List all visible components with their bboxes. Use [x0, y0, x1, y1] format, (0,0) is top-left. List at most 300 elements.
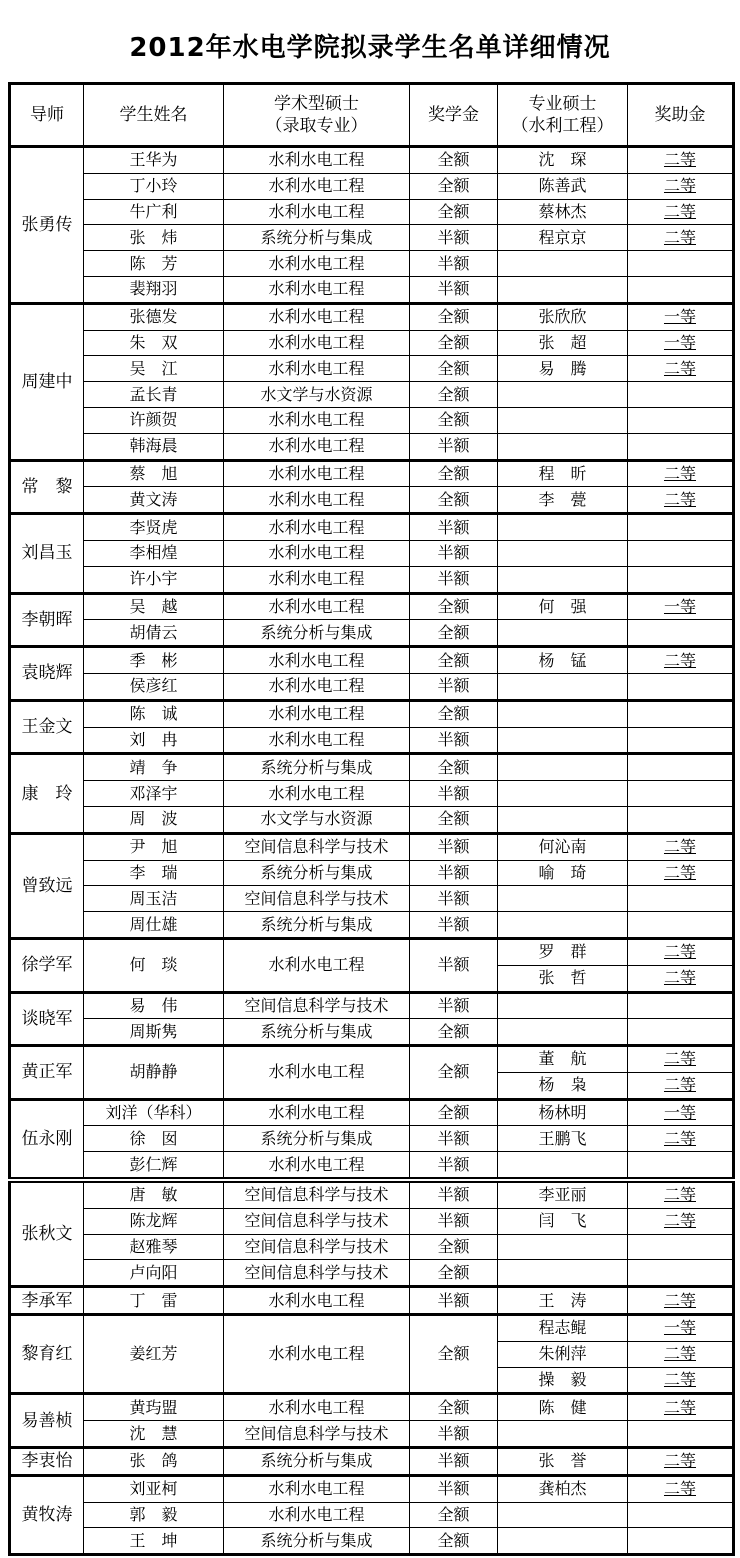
- scholarship-cell: 半额: [410, 540, 498, 566]
- student-name-cell: 张 炜: [84, 225, 224, 251]
- professional-student-cell: 李 甍: [498, 487, 628, 514]
- academic-major-cell: 水利水电工程: [224, 700, 410, 727]
- table-row: [10, 1019, 734, 1046]
- professional-student-cell: [498, 407, 628, 433]
- table-row: [10, 620, 734, 647]
- student-name-cell: 裴翔羽: [84, 276, 224, 303]
- scholarship-cell: 全额: [410, 303, 498, 330]
- grant-cell: 二等: [628, 225, 734, 251]
- scholarship-cell: 全额: [410, 173, 498, 199]
- professional-student-cell: 王 涛: [498, 1287, 628, 1315]
- table-row: [10, 1046, 734, 1073]
- advisor-cell: 易善桢: [10, 1394, 84, 1448]
- student-name-cell: 孟长青: [84, 382, 224, 408]
- scholarship-cell: 全额: [410, 1099, 498, 1126]
- advisor-cell: 康 玲: [10, 754, 84, 833]
- professional-student-cell: 朱俐萍: [498, 1341, 628, 1367]
- grant-cell: 二等: [628, 1046, 734, 1073]
- table-row: [10, 860, 734, 886]
- professional-student-cell: 陈 健: [498, 1394, 628, 1421]
- professional-student-cell: [498, 673, 628, 700]
- table-row: [10, 460, 734, 487]
- professional-student-cell: 程志鲲: [498, 1315, 628, 1342]
- professional-student-cell: 闫 飞: [498, 1208, 628, 1234]
- table-body: [10, 147, 734, 1555]
- scholarship-cell: 全额: [410, 806, 498, 833]
- student-name-cell: 许小宇: [84, 566, 224, 593]
- scholarship-cell: 半额: [410, 673, 498, 700]
- advisor-cell: 王金文: [10, 700, 84, 754]
- scholarship-cell: 半额: [410, 1126, 498, 1152]
- professional-student-cell: 张 哲: [498, 965, 628, 992]
- academic-major-cell: 水利水电工程: [224, 1315, 410, 1394]
- professional-student-cell: [498, 566, 628, 593]
- scholarship-cell: 半额: [410, 992, 498, 1019]
- header-professional-master: 专业硕士 （水利工程）: [498, 84, 628, 147]
- student-name-cell: 尹 旭: [84, 833, 224, 860]
- academic-major-cell: 空间信息科学与技术: [224, 1180, 410, 1208]
- grant-cell: [628, 251, 734, 277]
- academic-major-cell: 水利水电工程: [224, 727, 410, 754]
- student-name-cell: 黄玙盟: [84, 1394, 224, 1421]
- academic-major-cell: 水利水电工程: [224, 781, 410, 807]
- header-scholarship: 奖学金: [410, 84, 498, 147]
- student-name-cell: 周玉洁: [84, 886, 224, 912]
- scholarship-cell: 半额: [410, 1152, 498, 1180]
- scholarship-cell: 半额: [410, 781, 498, 807]
- scholarship-cell: 全额: [410, 1394, 498, 1421]
- student-name-cell: 丁小玲: [84, 173, 224, 199]
- table-row: [10, 225, 734, 251]
- grant-cell: 一等: [628, 1315, 734, 1342]
- grant-cell: [628, 1019, 734, 1046]
- student-name-cell: 侯彦红: [84, 673, 224, 700]
- academic-major-cell: 水利水电工程: [224, 1502, 410, 1528]
- professional-student-cell: 张 誉: [498, 1448, 628, 1476]
- professional-student-cell: [498, 1528, 628, 1555]
- academic-major-cell: 空间信息科学与技术: [224, 833, 410, 860]
- student-name-cell: 李 瑞: [84, 860, 224, 886]
- academic-major-cell: 水利水电工程: [224, 1046, 410, 1100]
- academic-major-cell: 空间信息科学与技术: [224, 1234, 410, 1260]
- advisor-cell: 徐学军: [10, 938, 84, 992]
- grant-cell: 二等: [628, 1208, 734, 1234]
- academic-major-cell: 空间信息科学与技术: [224, 992, 410, 1019]
- table-row: [10, 330, 734, 356]
- academic-major-cell: 水利水电工程: [224, 514, 410, 541]
- grant-cell: [628, 382, 734, 408]
- student-name-cell: 朱 双: [84, 330, 224, 356]
- advisor-cell: 李衷怡: [10, 1448, 84, 1476]
- table-row: [10, 147, 734, 174]
- academic-major-cell: 水利水电工程: [224, 407, 410, 433]
- scholarship-cell: 半额: [410, 938, 498, 992]
- table-row: [10, 1528, 734, 1555]
- scholarship-cell: 半额: [410, 251, 498, 277]
- academic-major-cell: 水利水电工程: [224, 673, 410, 700]
- table-row: [10, 433, 734, 460]
- grant-cell: 二等: [628, 1072, 734, 1099]
- student-name-cell: 易 伟: [84, 992, 224, 1019]
- advisor-cell: 张勇传: [10, 147, 84, 304]
- academic-major-cell: 水利水电工程: [224, 1287, 410, 1315]
- table-row: [10, 1180, 734, 1208]
- professional-student-cell: 杨 锰: [498, 647, 628, 674]
- academic-major-cell: 水利水电工程: [224, 276, 410, 303]
- academic-major-cell: 空间信息科学与技术: [224, 1208, 410, 1234]
- scholarship-cell: 全额: [410, 593, 498, 620]
- grant-cell: [628, 433, 734, 460]
- grant-cell: [628, 992, 734, 1019]
- table-row: [10, 1126, 734, 1152]
- professional-student-cell: [498, 1234, 628, 1260]
- scholarship-cell: 半额: [410, 225, 498, 251]
- table-row: [10, 992, 734, 1019]
- professional-student-cell: [498, 276, 628, 303]
- grant-cell: [628, 1152, 734, 1180]
- student-name-cell: 姜红芳: [84, 1315, 224, 1394]
- student-name-cell: 丁 雷: [84, 1287, 224, 1315]
- academic-major-cell: 水利水电工程: [224, 593, 410, 620]
- grant-cell: [628, 540, 734, 566]
- professional-student-cell: [498, 382, 628, 408]
- scholarship-cell: 半额: [410, 912, 498, 939]
- scholarship-cell: 半额: [410, 833, 498, 860]
- grant-cell: 二等: [628, 647, 734, 674]
- grant-cell: [628, 514, 734, 541]
- academic-major-cell: 系统分析与集成: [224, 225, 410, 251]
- advisor-cell: 刘昌玉: [10, 514, 84, 593]
- scholarship-cell: 全额: [410, 487, 498, 514]
- scholarship-cell: 全额: [410, 1019, 498, 1046]
- scholarship-cell: 半额: [410, 1287, 498, 1315]
- student-name-cell: 彭仁辉: [84, 1152, 224, 1180]
- scholarship-cell: 全额: [410, 700, 498, 727]
- professional-student-cell: [498, 251, 628, 277]
- grant-cell: [628, 1502, 734, 1528]
- table-row: [10, 754, 734, 781]
- grant-cell: [628, 673, 734, 700]
- table-row: [10, 1287, 734, 1315]
- academic-major-cell: 水利水电工程: [224, 1475, 410, 1502]
- grant-cell: 二等: [628, 965, 734, 992]
- academic-major-cell: 系统分析与集成: [224, 620, 410, 647]
- scholarship-cell: 半额: [410, 727, 498, 754]
- professional-student-cell: [498, 781, 628, 807]
- academic-major-cell: 水利水电工程: [224, 1152, 410, 1180]
- student-name-cell: 牛广利: [84, 199, 224, 225]
- academic-major-cell: 空间信息科学与技术: [224, 1421, 410, 1448]
- grant-cell: [628, 1421, 734, 1448]
- professional-student-cell: 陈善武: [498, 173, 628, 199]
- student-name-cell: 季 彬: [84, 647, 224, 674]
- scholarship-cell: 半额: [410, 1421, 498, 1448]
- header-academic-major: 学术型硕士 （录取专业）: [224, 84, 410, 147]
- grant-cell: 二等: [628, 1341, 734, 1367]
- table-row: [10, 1502, 734, 1528]
- professional-student-cell: [498, 727, 628, 754]
- professional-student-cell: [498, 620, 628, 647]
- grant-cell: [628, 620, 734, 647]
- professional-student-cell: 罗 群: [498, 938, 628, 965]
- student-name-cell: 卢向阳: [84, 1260, 224, 1287]
- table-row: [10, 833, 734, 860]
- grant-cell: 一等: [628, 303, 734, 330]
- academic-major-cell: 水利水电工程: [224, 487, 410, 514]
- table-row: [10, 781, 734, 807]
- student-name-cell: 胡倩云: [84, 620, 224, 647]
- professional-student-cell: 李亚丽: [498, 1180, 628, 1208]
- table-row: [10, 487, 734, 514]
- academic-major-cell: 水利水电工程: [224, 647, 410, 674]
- grant-cell: 二等: [628, 460, 734, 487]
- grant-cell: [628, 700, 734, 727]
- scholarship-cell: 半额: [410, 886, 498, 912]
- professional-student-cell: 蔡林杰: [498, 199, 628, 225]
- grant-cell: [628, 1234, 734, 1260]
- admission-table: [8, 82, 735, 1556]
- table-row: [10, 382, 734, 408]
- table-row: [10, 566, 734, 593]
- scholarship-cell: 全额: [410, 620, 498, 647]
- professional-student-cell: 张 超: [498, 330, 628, 356]
- professional-student-cell: 易 腾: [498, 356, 628, 382]
- scholarship-cell: 全额: [410, 754, 498, 781]
- professional-student-cell: [498, 1019, 628, 1046]
- advisor-cell: 张秋文: [10, 1180, 84, 1287]
- academic-major-cell: 水文学与水资源: [224, 382, 410, 408]
- professional-student-cell: [498, 1260, 628, 1287]
- scholarship-cell: 半额: [410, 514, 498, 541]
- student-name-cell: 沈 慧: [84, 1421, 224, 1448]
- scholarship-cell: 全额: [410, 147, 498, 174]
- table-row: [10, 1260, 734, 1287]
- scholarship-cell: 全额: [410, 356, 498, 382]
- table-row: [10, 173, 734, 199]
- scholarship-cell: 全额: [410, 1528, 498, 1555]
- advisor-cell: 黎育红: [10, 1315, 84, 1394]
- grant-cell: [628, 886, 734, 912]
- advisor-cell: 谈晓军: [10, 992, 84, 1046]
- academic-major-cell: 水利水电工程: [224, 1394, 410, 1421]
- advisor-cell: 李朝晖: [10, 593, 84, 647]
- student-name-cell: 吴 越: [84, 593, 224, 620]
- student-name-cell: 刘洋（华科）: [84, 1099, 224, 1126]
- academic-major-cell: 系统分析与集成: [224, 860, 410, 886]
- student-name-cell: 陈龙辉: [84, 1208, 224, 1234]
- table-row: [10, 647, 734, 674]
- scholarship-cell: 全额: [410, 199, 498, 225]
- table-row: [10, 1421, 734, 1448]
- professional-student-cell: [498, 754, 628, 781]
- grant-cell: 一等: [628, 330, 734, 356]
- table-row: [10, 356, 734, 382]
- student-name-cell: 唐 敏: [84, 1180, 224, 1208]
- student-name-cell: 胡静静: [84, 1046, 224, 1100]
- advisor-cell: 黄牧涛: [10, 1475, 84, 1554]
- academic-major-cell: 系统分析与集成: [224, 754, 410, 781]
- grant-cell: [628, 806, 734, 833]
- student-name-cell: 陈 诚: [84, 700, 224, 727]
- academic-major-cell: 系统分析与集成: [224, 1448, 410, 1476]
- grant-cell: [628, 781, 734, 807]
- grant-cell: 二等: [628, 1287, 734, 1315]
- scholarship-cell: 全额: [410, 1502, 498, 1528]
- scholarship-cell: 半额: [410, 566, 498, 593]
- professional-student-cell: [498, 992, 628, 1019]
- advisor-cell: 曾致远: [10, 833, 84, 938]
- grant-cell: 二等: [628, 1448, 734, 1476]
- grant-cell: 二等: [628, 833, 734, 860]
- student-name-cell: 郭 毅: [84, 1502, 224, 1528]
- academic-major-cell: 水利水电工程: [224, 303, 410, 330]
- student-name-cell: 张 鸽: [84, 1448, 224, 1476]
- professional-student-cell: 程 昕: [498, 460, 628, 487]
- grant-cell: 二等: [628, 487, 734, 514]
- student-name-cell: 李贤虎: [84, 514, 224, 541]
- professional-student-cell: [498, 1502, 628, 1528]
- professional-student-cell: [498, 433, 628, 460]
- grant-cell: [628, 1260, 734, 1287]
- academic-major-cell: 水利水电工程: [224, 173, 410, 199]
- grant-cell: 二等: [628, 147, 734, 174]
- grant-cell: 二等: [628, 356, 734, 382]
- grant-cell: 二等: [628, 1367, 734, 1394]
- grant-cell: [628, 912, 734, 939]
- grant-cell: 一等: [628, 593, 734, 620]
- academic-major-cell: 水利水电工程: [224, 1099, 410, 1126]
- professional-student-cell: 杨 枭: [498, 1072, 628, 1099]
- professional-student-cell: 杨林明: [498, 1099, 628, 1126]
- student-name-cell: 李相煌: [84, 540, 224, 566]
- academic-major-cell: 水文学与水资源: [224, 806, 410, 833]
- table-row: [10, 806, 734, 833]
- student-name-cell: 王华为: [84, 147, 224, 174]
- student-name-cell: 许颜贺: [84, 407, 224, 433]
- table-row: [10, 938, 734, 965]
- academic-major-cell: 水利水电工程: [224, 460, 410, 487]
- student-name-cell: 陈 芳: [84, 251, 224, 277]
- student-name-cell: 周仕雄: [84, 912, 224, 939]
- student-name-cell: 周 波: [84, 806, 224, 833]
- grant-cell: [628, 407, 734, 433]
- table-row: [10, 199, 734, 225]
- student-name-cell: 赵雅琴: [84, 1234, 224, 1260]
- academic-major-cell: 水利水电工程: [224, 566, 410, 593]
- professional-student-cell: [498, 1421, 628, 1448]
- table-row: [10, 251, 734, 277]
- student-name-cell: 周斯隽: [84, 1019, 224, 1046]
- table-row: [10, 1394, 734, 1421]
- professional-student-cell: 沈 琛: [498, 147, 628, 174]
- professional-student-cell: 程京京: [498, 225, 628, 251]
- academic-major-cell: 系统分析与集成: [224, 1019, 410, 1046]
- academic-major-cell: 水利水电工程: [224, 199, 410, 225]
- scholarship-cell: 半额: [410, 1448, 498, 1476]
- grant-cell: [628, 1528, 734, 1555]
- scholarship-cell: 半额: [410, 1208, 498, 1234]
- table-row: [10, 886, 734, 912]
- table-row: [10, 1234, 734, 1260]
- grant-cell: 二等: [628, 199, 734, 225]
- header-grant: 奖助金: [628, 84, 734, 147]
- academic-major-cell: 水利水电工程: [224, 938, 410, 992]
- scholarship-cell: 半额: [410, 860, 498, 886]
- scholarship-cell: 全额: [410, 1260, 498, 1287]
- professional-student-cell: [498, 514, 628, 541]
- academic-major-cell: 系统分析与集成: [224, 1528, 410, 1555]
- table-row: [10, 1475, 734, 1502]
- advisor-cell: 周建中: [10, 303, 84, 460]
- professional-student-cell: 张欣欣: [498, 303, 628, 330]
- table-row: [10, 303, 734, 330]
- table-row: [10, 673, 734, 700]
- header-advisor: 导师: [10, 84, 84, 147]
- table-row: [10, 407, 734, 433]
- table-row: [10, 1448, 734, 1476]
- grant-cell: 一等: [628, 1099, 734, 1126]
- professional-student-cell: [498, 806, 628, 833]
- scholarship-cell: 半额: [410, 276, 498, 303]
- professional-student-cell: [498, 700, 628, 727]
- student-name-cell: 刘亚柯: [84, 1475, 224, 1502]
- scholarship-cell: 全额: [410, 407, 498, 433]
- table-row: [10, 593, 734, 620]
- grant-cell: [628, 727, 734, 754]
- academic-major-cell: 空间信息科学与技术: [224, 1260, 410, 1287]
- professional-student-cell: 何 强: [498, 593, 628, 620]
- table-row: [10, 912, 734, 939]
- scholarship-cell: 半额: [410, 1180, 498, 1208]
- professional-student-cell: 何沁南: [498, 833, 628, 860]
- table-row: [10, 276, 734, 303]
- student-name-cell: 靖 争: [84, 754, 224, 781]
- table-row: [10, 1208, 734, 1234]
- student-name-cell: 张德发: [84, 303, 224, 330]
- advisor-cell: 李承军: [10, 1287, 84, 1315]
- student-name-cell: 何 琰: [84, 938, 224, 992]
- scholarship-cell: 半额: [410, 433, 498, 460]
- academic-major-cell: 系统分析与集成: [224, 1126, 410, 1152]
- scholarship-cell: 半额: [410, 1475, 498, 1502]
- scholarship-cell: 全额: [410, 647, 498, 674]
- table-row: [10, 1152, 734, 1180]
- student-name-cell: 韩海晨: [84, 433, 224, 460]
- student-name-cell: 蔡 旭: [84, 460, 224, 487]
- student-name-cell: 刘 冉: [84, 727, 224, 754]
- academic-major-cell: 空间信息科学与技术: [224, 886, 410, 912]
- professional-student-cell: [498, 1152, 628, 1180]
- student-name-cell: 王 坤: [84, 1528, 224, 1555]
- grant-cell: 二等: [628, 1475, 734, 1502]
- grant-cell: [628, 276, 734, 303]
- grant-cell: 二等: [628, 1126, 734, 1152]
- professional-student-cell: 王鹏飞: [498, 1126, 628, 1152]
- advisor-cell: 黄正军: [10, 1046, 84, 1100]
- grant-cell: 二等: [628, 1394, 734, 1421]
- professional-student-cell: [498, 912, 628, 939]
- grant-cell: 二等: [628, 173, 734, 199]
- scholarship-cell: 全额: [410, 1234, 498, 1260]
- professional-student-cell: 操 毅: [498, 1367, 628, 1394]
- student-name-cell: 邓泽宇: [84, 781, 224, 807]
- table-row: [10, 700, 734, 727]
- professional-student-cell: [498, 886, 628, 912]
- page-title: 2012年水电学院拟录学生名单详细情况: [129, 33, 611, 63]
- scholarship-cell: 全额: [410, 1046, 498, 1100]
- table-row: [10, 1315, 734, 1342]
- grant-cell: [628, 754, 734, 781]
